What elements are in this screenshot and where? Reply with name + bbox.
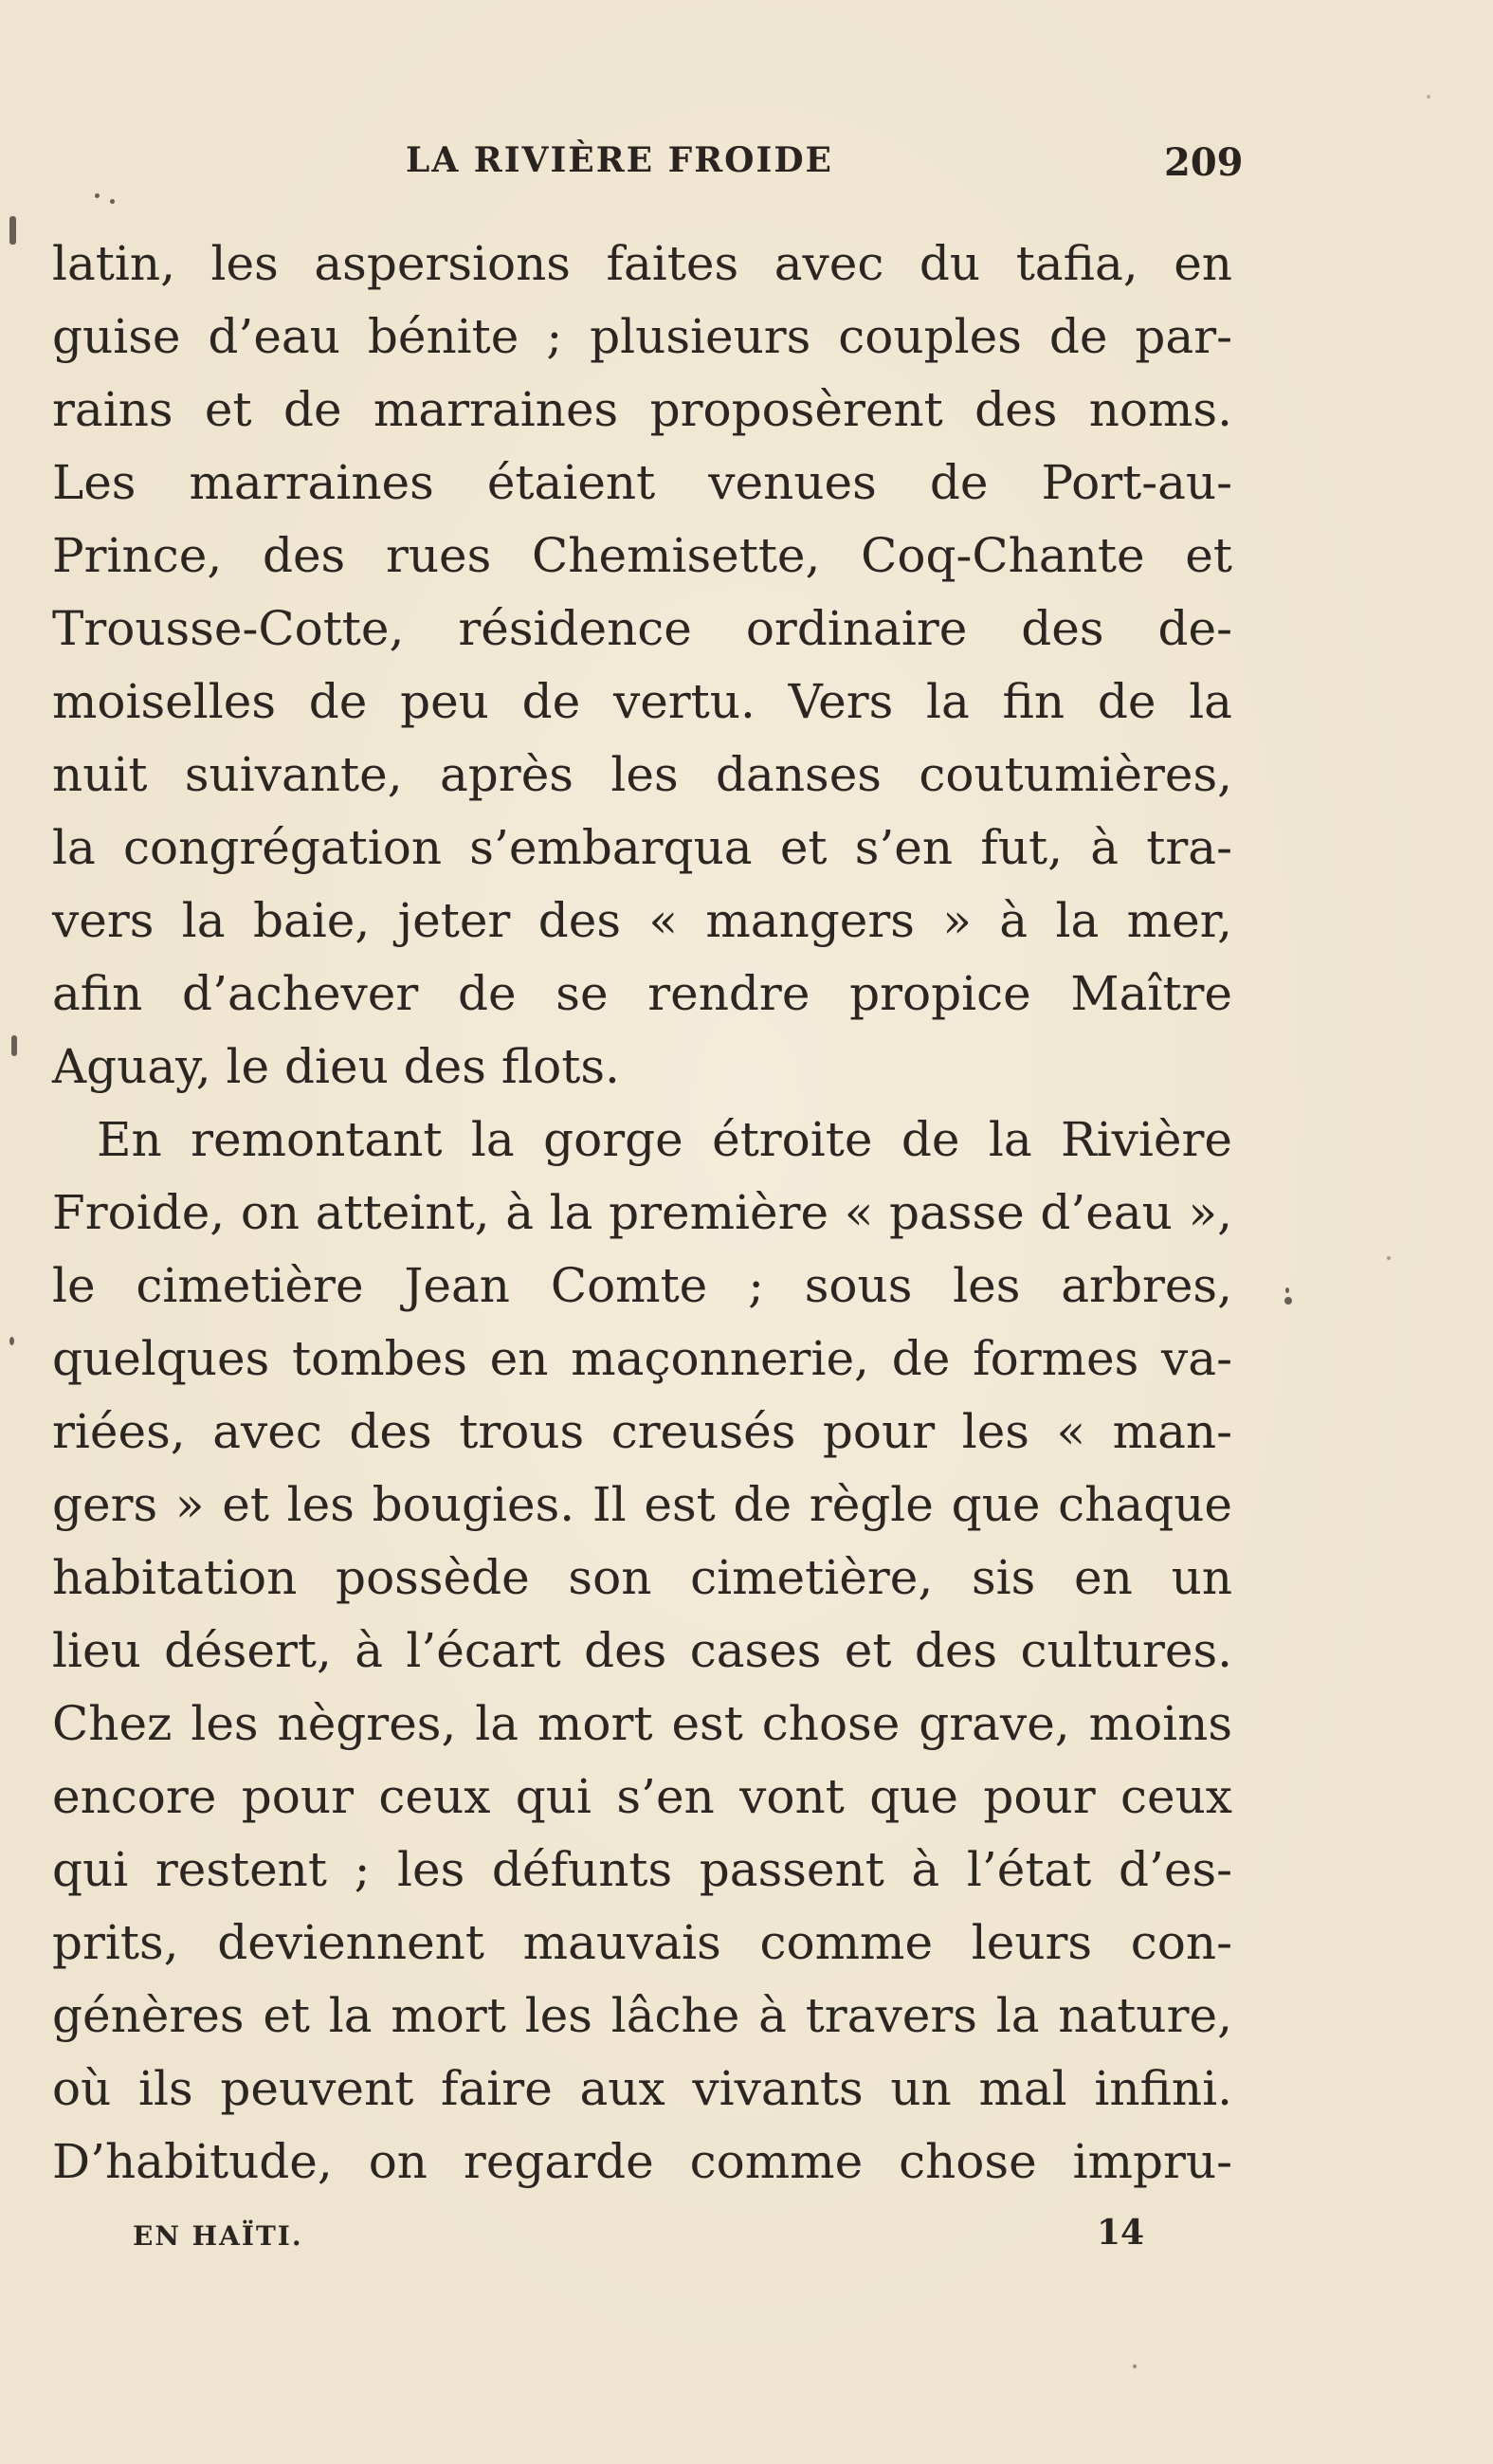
page-footer xyxy=(0,2213,1493,2260)
ink-speck xyxy=(11,1035,17,1056)
text-line: Froide, on atteint, à la première « passe d’eau », xyxy=(52,1185,1232,1240)
ink-speck xyxy=(95,193,100,198)
text-line: rains et de marraines proposèrent des noms. xyxy=(52,382,1232,437)
body-text xyxy=(52,228,1232,2199)
text-line: vers la baie, jeter des « mangers » à la mer, xyxy=(52,893,1232,948)
text-line: habitation possède son cimetière, sis en un xyxy=(52,1550,1232,1605)
text-line: gers » et les bougies. Il est de règle que chaque xyxy=(52,1477,1232,1532)
ink-speck xyxy=(1285,1287,1289,1293)
text-line: riées, avec des trous creusés pour les « man- xyxy=(52,1404,1232,1459)
text-line: Chez les nègres, la mort est chose grave, moins xyxy=(52,1696,1232,1751)
running-head xyxy=(0,140,1493,188)
text-line: Les marraines étaient venues de Port-au- xyxy=(52,455,1232,510)
signature-mark: EN HAÏTI. xyxy=(133,2220,303,2252)
ink-speck xyxy=(1133,2364,1137,2368)
text-line: guise d’eau bénite ; plusieurs couples de par- xyxy=(52,309,1232,364)
ink-speck xyxy=(1284,1297,1292,1305)
text-line: lieu désert, à l’écart des cases et des cultures. xyxy=(52,1623,1232,1678)
text-line: la congrégation s’embarqua et s’en fut, à tra- xyxy=(52,820,1232,875)
text-line: qui restent ; les défunts passent à l’état d’es- xyxy=(52,1842,1232,1897)
running-title: LA RIVIÈRE FROIDE xyxy=(406,140,833,180)
text-line: encore pour ceux qui s’en vont que pour ceux xyxy=(52,1769,1232,1824)
text-line: où ils peuvent faire aux vivants un mal infini. xyxy=(52,2061,1232,2116)
ink-speck xyxy=(9,1337,14,1345)
ink-speck xyxy=(9,216,16,245)
text-line: le cimetière Jean Comte ; sous les arbres, xyxy=(52,1258,1232,1313)
paragraph-start-line: En remontant la gorge étroite de la Rivière xyxy=(97,1112,1232,1167)
text-line: Prince, des rues Chemisette, Coq-Chante et xyxy=(52,528,1232,583)
page-number: 209 xyxy=(1164,140,1244,185)
text-line: moiselles de peu de vertu. Vers la fin de la xyxy=(52,674,1232,729)
text-line: prits, deviennent mauvais comme leurs con- xyxy=(52,1915,1232,1970)
text-line: latin, les aspersions faites avec du tafia, en xyxy=(52,236,1232,291)
text-line: Trousse-Cotte, résidence ordinaire des de- xyxy=(52,601,1232,656)
signature-number: 14 xyxy=(1097,2213,1145,2253)
paragraph-end-line: Aguay, le dieu des flots. xyxy=(52,1039,620,1094)
text-line: génères et la mort les lâche à travers la nature, xyxy=(52,1988,1232,2043)
ink-speck xyxy=(110,199,115,204)
text-line: nuit suivante, après les danses coutumières, xyxy=(52,747,1232,802)
text-line: afin d’achever de se rendre propice Maître xyxy=(52,966,1232,1021)
text-line: quelques tombes en maçonnerie, de formes va- xyxy=(52,1331,1232,1386)
ink-speck xyxy=(1427,95,1430,99)
ink-speck xyxy=(1387,1256,1391,1260)
text-line: D’habitude, on regarde comme chose impru- xyxy=(52,2134,1232,2189)
